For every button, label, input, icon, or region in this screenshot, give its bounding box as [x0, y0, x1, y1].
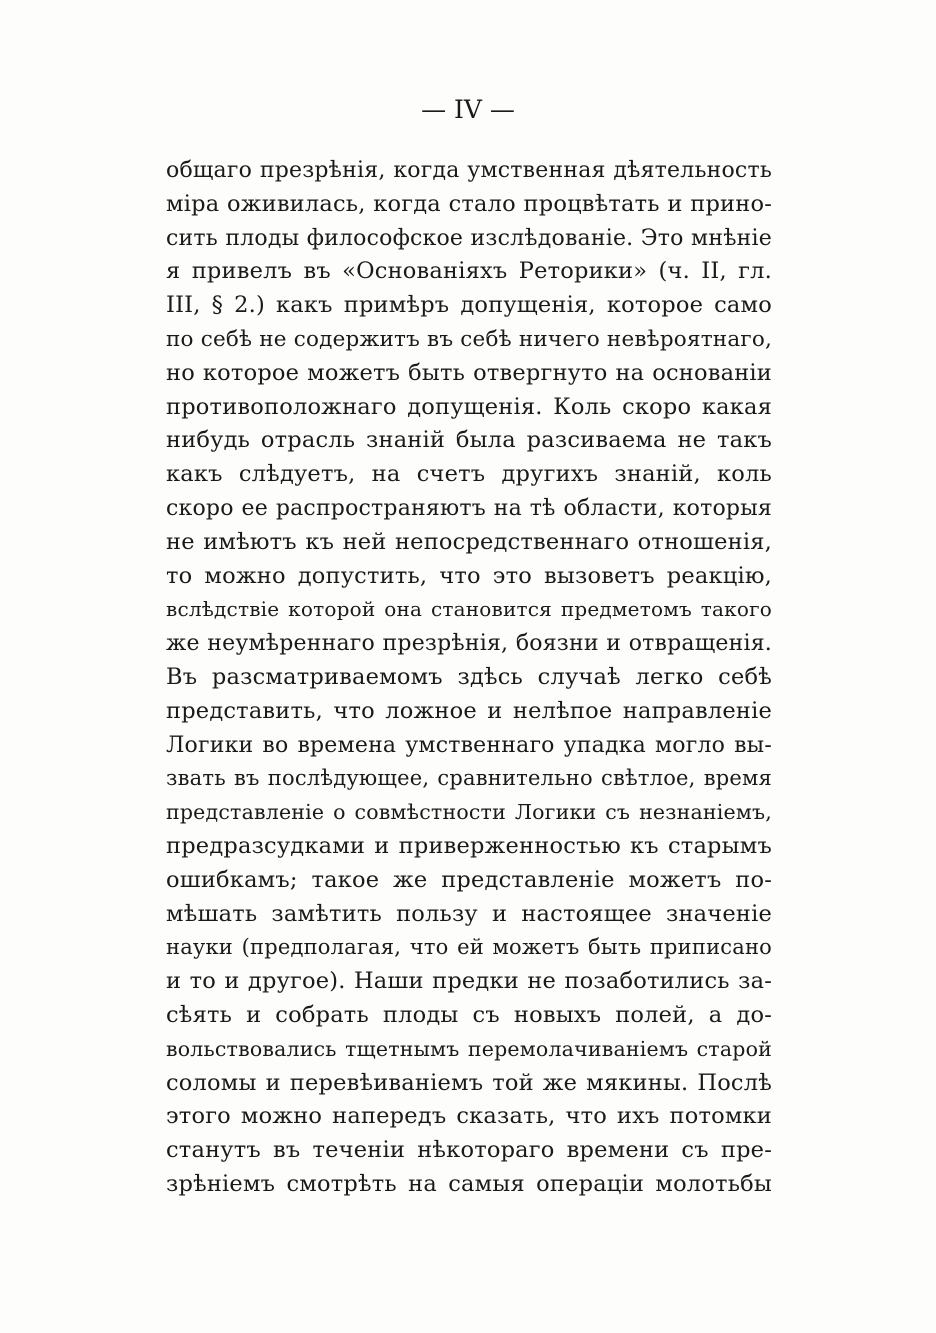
text-line: науки (предполагая, что ей можетъ быть приписано: [166, 935, 772, 960]
text-line: общаго презрѣнія, когда умственная дѣятельность: [166, 158, 772, 183]
text-line: скоро ее распространяютъ на тѣ области, которыя: [166, 495, 772, 521]
text-line: станутъ въ теченіи нѣкотораго времени съ пре-: [166, 1137, 772, 1164]
text-line: то можно допустить, что это вызоветъ реакцію,: [166, 562, 772, 589]
text-line: этого можно напередъ сказать, что ихъ потомки: [166, 1103, 772, 1130]
text-line: соломы и перевѣиваніемъ той же мякины. Послѣ: [166, 1069, 772, 1096]
text-line: какъ слѣдуетъ, на счетъ другихъ знаній, коль: [166, 461, 772, 488]
text-line: зрѣніемъ смотрѣть на самыя операціи молотьбы: [166, 1170, 772, 1197]
text-line: вольствовались тщетнымъ перемолачиваніемъ старой: [166, 1036, 772, 1061]
text-line: Въ разсматриваемомъ здѣсь случаѣ легко себѣ: [166, 663, 772, 690]
text-line: міра оживилась, когда стало процвѣтать и прино-: [166, 190, 772, 217]
text-line: но которое можетъ быть отвергнуто на основаніи: [166, 359, 772, 386]
text-line: сѣять и собрать плоды съ новыхъ полей, а до-: [166, 1001, 772, 1028]
text-line: я привелъ въ «Основаніяхъ Реторики» (ч. II, гл.: [166, 258, 772, 285]
text-line: ошибкамъ; такое же представленіе можетъ по-: [166, 866, 772, 893]
text-line: нибудь отрасль знаній была разсиваема не такъ: [166, 427, 772, 454]
text-line: противоположнаго допущенія. Коль скоро какая: [166, 393, 772, 420]
text-line: Логики во времена умственнаго упадка могло вы-: [166, 732, 772, 758]
text-line: звать въ послѣдующее, сравнительно свѣтлое, время: [166, 766, 772, 791]
text-line: и то и другое). Наши предки не позаботились за-: [166, 968, 772, 995]
text-line: предразсудками и приверженностью къ старымъ: [166, 832, 772, 859]
text-line: не имѣютъ къ ней непосредственнаго отношенія,: [166, 528, 772, 555]
text-line: вслѣдствіе которой она становится предметомъ такого: [166, 597, 772, 622]
text-line: по себѣ не содержитъ въ себѣ ничего невѣроятнаго,: [166, 326, 772, 352]
text-line: представленіе о совмѣстности Логики съ незнаніемъ,: [166, 800, 772, 825]
text-line: III, § 2.) какъ примѣръ допущенія, которое само: [166, 292, 772, 319]
text-line: же неумѣреннаго презрѣнія, боязни и отвращенія.: [166, 631, 772, 657]
text-line: мѣшать замѣтить пользу и настоящее значеніе: [166, 900, 772, 927]
page-number: — IV —: [421, 95, 515, 124]
text-line: сить плоды философское изслѣдованіе. Это мнѣніе: [166, 225, 772, 251]
body-text: [166, 154, 772, 1202]
text-line: представить, что ложное и нелѣпое направленіе: [166, 697, 772, 724]
